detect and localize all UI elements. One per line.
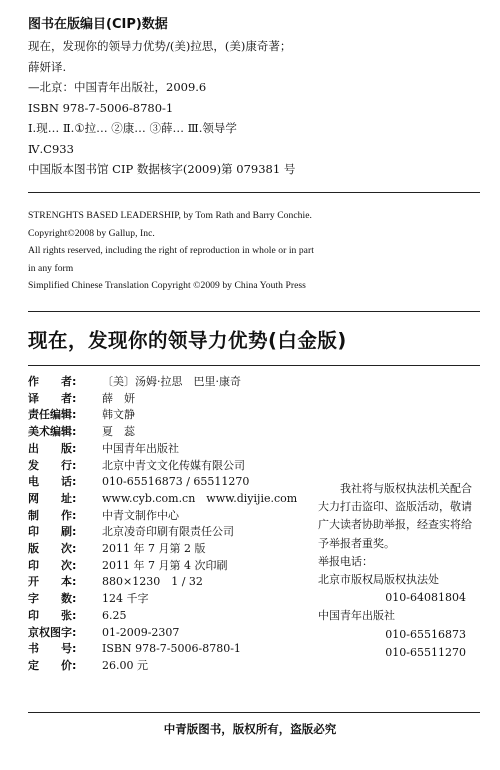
org-phone: 010-65511270 bbox=[385, 645, 466, 659]
detail-row bbox=[28, 458, 318, 475]
detail-row bbox=[28, 608, 318, 625]
detail-value: 2011 年 7 月第 4 次印刷 bbox=[102, 558, 228, 572]
detail-label: 制 作: bbox=[28, 508, 77, 522]
detail-row bbox=[28, 391, 318, 408]
detail-label: 字 数: bbox=[28, 592, 77, 606]
detail-value: 韩文静 bbox=[102, 408, 135, 422]
cip-line: —北京：中国青年出版社，2009.6 bbox=[28, 80, 207, 94]
detail-label: 美术编辑: bbox=[28, 425, 77, 439]
detail-label: 开 本: bbox=[28, 575, 77, 589]
org-name: 北京市版权局版权执法处 bbox=[318, 573, 439, 587]
detail-label: 版 次: bbox=[28, 542, 77, 556]
detail-value: 6.25 bbox=[102, 608, 127, 622]
detail-row bbox=[28, 374, 318, 391]
detail-value: 薛 妍 bbox=[102, 391, 135, 405]
publication-details bbox=[28, 374, 318, 675]
cip-title: 图书在版编目(CIP)数据 bbox=[28, 17, 168, 32]
cip-line: Ⅰ.现… Ⅱ.①拉… ②康… ③薛… Ⅲ.领导学 bbox=[28, 121, 237, 135]
detail-label: 责任编辑: bbox=[28, 408, 77, 422]
detail-value: ISBN 978-7-5006-8780-1 bbox=[102, 642, 241, 656]
detail-label: 出 版: bbox=[28, 441, 77, 455]
detail-value: 01-2009-2307 bbox=[102, 625, 180, 639]
detail-row bbox=[28, 508, 318, 525]
footer-copyright: 中青版图书，版权所有，盗版必究 bbox=[163, 722, 337, 736]
cip-block bbox=[28, 16, 478, 180]
detail-label: 作 者: bbox=[28, 375, 77, 388]
hotline-label: 举报电话： bbox=[318, 554, 373, 568]
detail-row bbox=[28, 591, 318, 608]
detail-label: 定 价: bbox=[28, 658, 77, 672]
detail-value: 北京凌奇印刷有限责任公司 bbox=[102, 525, 234, 539]
detail-row bbox=[28, 407, 318, 424]
english-line: Copyright©2008 by Gallup, Inc. bbox=[28, 227, 155, 239]
english-line: STRENGHTS BASED LEADERSHIP, by Tom Rath and Barry Conchie. bbox=[28, 210, 312, 221]
cip-line: ISBN 978-7-5006-8780-1 bbox=[28, 100, 174, 115]
cip-line: 中国版本图书馆 CIP 数据核字(2009)第 079381 号 bbox=[28, 162, 296, 176]
detail-value: 夏 蕊 bbox=[102, 425, 135, 439]
detail-row bbox=[28, 641, 318, 658]
divider-rule bbox=[28, 365, 480, 366]
detail-value: 124 千字 bbox=[102, 592, 149, 606]
detail-value: 中国青年出版社 bbox=[102, 441, 179, 455]
detail-row bbox=[28, 474, 318, 491]
detail-row bbox=[28, 625, 318, 642]
divider-rule bbox=[28, 712, 480, 713]
detail-label: 电 话: bbox=[28, 475, 77, 489]
detail-label: 印 张: bbox=[28, 608, 77, 622]
book-title: 现在，发现你的领导力优势(白金版) bbox=[28, 329, 347, 352]
detail-value: 中青文制作中心 bbox=[102, 508, 179, 522]
notice-text: 我社将与版权执法机关配合大力打击盗印、盗版活动，敬请广大读者协助举报，经查实将给予举报者重奖。 bbox=[318, 482, 472, 550]
detail-label: 印 次: bbox=[28, 558, 77, 572]
detail-row bbox=[28, 658, 318, 675]
org-name: 中国青年出版社 bbox=[318, 609, 395, 623]
detail-row bbox=[28, 541, 318, 558]
detail-row bbox=[28, 424, 318, 441]
detail-value: 2011 年 7 月第 2 版 bbox=[102, 542, 206, 556]
detail-value: www.cyb.com.cn www.diyijie.com bbox=[102, 491, 298, 505]
detail-label: 译 者: bbox=[28, 391, 77, 405]
cip-line: Ⅳ.C933 bbox=[28, 141, 74, 156]
detail-label: 印 刷: bbox=[28, 525, 77, 539]
english-copyright-block bbox=[28, 207, 478, 295]
cip-line: 薛妍译. bbox=[28, 59, 67, 74]
english-line: All rights reserved, including the right of reproduction in whole or in part bbox=[28, 245, 314, 256]
detail-label: 京权图字: bbox=[28, 625, 77, 639]
detail-value: 880×1230 1 / 32 bbox=[102, 575, 203, 589]
detail-row bbox=[28, 491, 318, 508]
cip-line: 现在，发现你的领导力优势/(美)拉思，(美)康奇著； bbox=[28, 39, 292, 53]
detail-label: 网 址: bbox=[28, 491, 77, 505]
detail-value: 010-65516873 / 65511270 bbox=[102, 475, 250, 489]
org-phone: 010-65516873 bbox=[385, 627, 466, 641]
detail-row bbox=[28, 558, 318, 575]
anti-piracy-notice bbox=[318, 480, 478, 662]
divider-rule bbox=[28, 192, 480, 193]
detail-label: 书 号: bbox=[28, 642, 77, 656]
detail-label: 发 行: bbox=[28, 458, 77, 472]
divider-rule bbox=[28, 311, 480, 312]
detail-row bbox=[28, 574, 318, 591]
org-phone: 010-64081804 bbox=[385, 591, 466, 605]
detail-value: 26.00 元 bbox=[102, 658, 148, 672]
english-line: Simplified Chinese Translation Copyright ©2009 by China Youth Press bbox=[28, 280, 306, 291]
detail-row bbox=[28, 524, 318, 541]
english-line: in any form bbox=[28, 262, 74, 274]
detail-row bbox=[28, 441, 318, 458]
detail-value: 北京中青文文化传媒有限公司 bbox=[102, 458, 245, 472]
detail-value: 〔美〕汤姆·拉思 巴里·康奇 bbox=[102, 375, 241, 388]
